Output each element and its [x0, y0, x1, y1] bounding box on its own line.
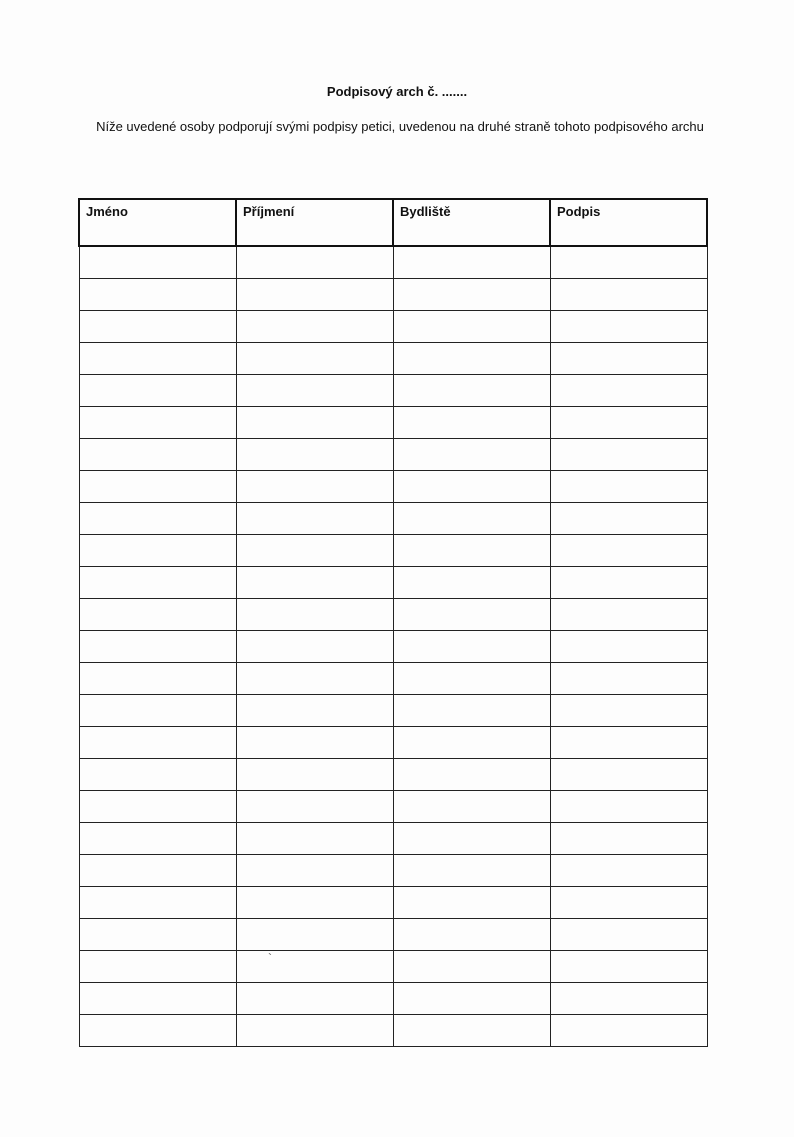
cell-last-name[interactable]: [236, 279, 393, 311]
cell-first-name[interactable]: [79, 759, 236, 791]
table-row: [79, 567, 707, 599]
table-row: [79, 503, 707, 535]
cell-first-name[interactable]: [79, 439, 236, 471]
cell-first-name[interactable]: [79, 1015, 236, 1047]
table-row: [79, 535, 707, 567]
cell-signature[interactable]: [550, 727, 707, 759]
cell-signature[interactable]: [550, 375, 707, 407]
cell-signature[interactable]: [550, 759, 707, 791]
cell-first-name[interactable]: [79, 343, 236, 375]
cell-signature[interactable]: [550, 855, 707, 887]
table-row: [79, 407, 707, 439]
cell-last-name[interactable]: [236, 599, 393, 631]
cell-signature[interactable]: [550, 503, 707, 535]
cell-last-name[interactable]: [236, 823, 393, 855]
cell-signature[interactable]: [550, 695, 707, 727]
cell-last-name[interactable]: [236, 919, 393, 951]
cell-first-name[interactable]: [79, 631, 236, 663]
cell-address[interactable]: [393, 759, 550, 791]
cell-address[interactable]: [393, 599, 550, 631]
cell-first-name[interactable]: [79, 599, 236, 631]
cell-first-name[interactable]: [79, 503, 236, 535]
cell-signature[interactable]: [550, 631, 707, 663]
cell-signature[interactable]: [550, 246, 707, 279]
header-row: [79, 199, 707, 246]
cell-last-name[interactable]: [236, 695, 393, 727]
cell-last-name[interactable]: [236, 759, 393, 791]
cell-signature[interactable]: [550, 439, 707, 471]
cell-last-name[interactable]: [236, 631, 393, 663]
cell-last-name[interactable]: [236, 246, 393, 279]
cell-address[interactable]: [393, 983, 550, 1015]
header-first-name: Jméno: [79, 199, 236, 246]
table-row: [79, 791, 707, 823]
cell-last-name[interactable]: [236, 951, 393, 983]
cell-first-name[interactable]: [79, 407, 236, 439]
cell-first-name[interactable]: [79, 311, 236, 343]
table-row: [79, 343, 707, 375]
document-title: Podpisový arch č. .......: [326, 84, 468, 99]
cell-signature[interactable]: [550, 343, 707, 375]
cell-last-name[interactable]: [236, 887, 393, 919]
cell-signature[interactable]: [550, 407, 707, 439]
table-row: [79, 759, 707, 791]
cell-first-name[interactable]: [79, 791, 236, 823]
cell-last-name[interactable]: [236, 727, 393, 759]
cell-signature[interactable]: [550, 471, 707, 503]
cell-address[interactable]: [393, 503, 550, 535]
table-row: [79, 887, 707, 919]
cell-first-name[interactable]: [79, 535, 236, 567]
cell-first-name[interactable]: [79, 567, 236, 599]
cell-signature[interactable]: [550, 791, 707, 823]
table-row: [79, 855, 707, 887]
cell-address[interactable]: [393, 855, 550, 887]
cell-signature[interactable]: [550, 983, 707, 1015]
cell-address[interactable]: [393, 439, 550, 471]
header-signature: Podpis: [550, 199, 707, 246]
cell-address[interactable]: [393, 343, 550, 375]
cell-signature[interactable]: [550, 823, 707, 855]
table-row: [79, 1015, 707, 1047]
header-last-name: Příjmení: [236, 199, 393, 246]
cell-last-name[interactable]: [236, 375, 393, 407]
cell-address[interactable]: [393, 919, 550, 951]
cell-last-name[interactable]: [236, 1015, 393, 1047]
cell-first-name[interactable]: [79, 855, 236, 887]
cell-address[interactable]: [393, 791, 550, 823]
cell-last-name[interactable]: [236, 503, 393, 535]
cell-first-name[interactable]: [79, 823, 236, 855]
cell-address[interactable]: [393, 951, 550, 983]
cell-signature[interactable]: [550, 1015, 707, 1047]
cell-first-name[interactable]: [79, 919, 236, 951]
table-row: [79, 695, 707, 727]
cell-first-name[interactable]: [79, 471, 236, 503]
cell-last-name[interactable]: [236, 311, 393, 343]
cell-address[interactable]: [393, 407, 550, 439]
cell-first-name[interactable]: [79, 695, 236, 727]
cell-first-name[interactable]: [79, 663, 236, 695]
table-row: [79, 663, 707, 695]
cell-last-name[interactable]: [236, 343, 393, 375]
cell-address[interactable]: [393, 1015, 550, 1047]
cell-first-name[interactable]: [79, 375, 236, 407]
table-row: [79, 439, 707, 471]
cell-signature[interactable]: [550, 919, 707, 951]
cell-signature[interactable]: [550, 567, 707, 599]
table-row: [79, 631, 707, 663]
cell-last-name[interactable]: [236, 791, 393, 823]
table-row: [79, 311, 707, 343]
cell-first-name[interactable]: [79, 887, 236, 919]
table-row: [79, 983, 707, 1015]
cell-signature[interactable]: [550, 599, 707, 631]
cell-address[interactable]: [393, 375, 550, 407]
cell-first-name[interactable]: [79, 727, 236, 759]
cell-signature[interactable]: [550, 311, 707, 343]
cell-signature[interactable]: [550, 535, 707, 567]
table-row: [79, 823, 707, 855]
cell-last-name[interactable]: [236, 855, 393, 887]
table-row: [79, 375, 707, 407]
cell-address[interactable]: [393, 631, 550, 663]
cell-last-name[interactable]: [236, 567, 393, 599]
cell-first-name[interactable]: [79, 951, 236, 983]
cell-address[interactable]: [393, 823, 550, 855]
cell-address[interactable]: [393, 311, 550, 343]
header-address: Bydliště: [393, 199, 550, 246]
cell-address[interactable]: [393, 887, 550, 919]
table-row: [79, 246, 707, 279]
stray-mark: `: [268, 951, 272, 965]
cell-first-name[interactable]: [79, 246, 236, 279]
cell-address[interactable]: [393, 567, 550, 599]
cell-address[interactable]: [393, 695, 550, 727]
cell-last-name[interactable]: [236, 983, 393, 1015]
table-row: [79, 727, 707, 759]
cell-first-name[interactable]: [79, 983, 236, 1015]
cell-signature[interactable]: [550, 951, 707, 983]
table-row: [79, 951, 707, 983]
intro-text: Níže uvedené osoby podporují svými podpisy petici, uvedenou na druhé straně tohoto podpisového archu: [96, 119, 704, 134]
signature-table: [78, 198, 708, 1047]
cell-address[interactable]: [393, 246, 550, 279]
cell-address[interactable]: [393, 471, 550, 503]
table-row: [79, 599, 707, 631]
cell-address[interactable]: [393, 535, 550, 567]
cell-last-name[interactable]: [236, 439, 393, 471]
cell-last-name[interactable]: [236, 535, 393, 567]
cell-first-name[interactable]: [79, 279, 236, 311]
cell-address[interactable]: [393, 727, 550, 759]
cell-last-name[interactable]: [236, 663, 393, 695]
cell-address[interactable]: [393, 279, 550, 311]
cell-last-name[interactable]: [236, 407, 393, 439]
cell-signature[interactable]: [550, 887, 707, 919]
cell-signature[interactable]: [550, 279, 707, 311]
cell-address[interactable]: [393, 663, 550, 695]
table-row: [79, 471, 707, 503]
cell-last-name[interactable]: [236, 471, 393, 503]
table-row: [79, 919, 707, 951]
cell-signature[interactable]: [550, 663, 707, 695]
table-row: [79, 279, 707, 311]
